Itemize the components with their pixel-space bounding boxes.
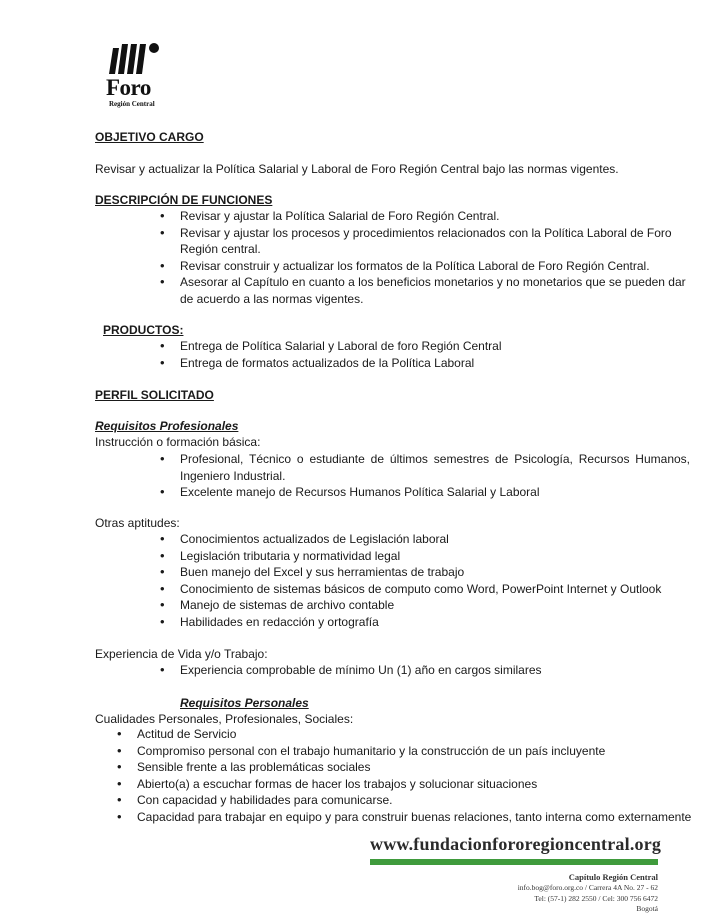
list-item: • Con capacidad y habilidades para comunicarse. bbox=[137, 792, 717, 809]
list-item: • Buen manejo del Excel y sus herramientas de trabajo bbox=[180, 564, 700, 581]
instruccion-list bbox=[180, 451, 690, 501]
productos-list bbox=[180, 338, 700, 371]
objetivo-text: Revisar y actualizar la Política Salarial y Laboral de Foro Región Central bajo las normas vigentes. bbox=[95, 162, 619, 176]
productos-heading: PRODUCTOS: bbox=[103, 323, 184, 337]
cualidades-list bbox=[137, 726, 717, 825]
list-item: • Manejo de sistemas de archivo contable bbox=[180, 597, 700, 614]
list-item: • Conocimientos actualizados de Legislación laboral bbox=[180, 531, 700, 548]
footer-chapter: Capítulo Región Central bbox=[568, 872, 658, 882]
logo-subtitle: Región Central bbox=[109, 100, 155, 108]
footer-website-link[interactable]: www.fundacionfororegioncentral.org bbox=[370, 834, 662, 854]
list-item: • Legislación tributaria y normatividad legal bbox=[180, 548, 700, 565]
footer-phone: Tel: (57-1) 282 2550 / Cel: 300 756 6472 bbox=[534, 893, 658, 903]
list-item: • Revisar construir y actualizar los formatos de la Política Laboral de Foro Región Central. bbox=[180, 258, 700, 275]
otras-aptitudes-list bbox=[180, 531, 700, 630]
req-personales-heading: Requisitos Personales bbox=[180, 696, 309, 710]
list-item: • Asesorar al Capítulo en cuanto a los beneficios monetarios y no monetarios que se pueden dar de acuerdo a las normas vigentes. bbox=[180, 274, 700, 307]
list-item: • Conocimiento de sistemas básicos de computo como Word, PowerPoint Internet y Outlook bbox=[180, 581, 700, 598]
otras-aptitudes-label: Otras aptitudes: bbox=[95, 516, 180, 530]
req-profesionales-heading: Requisitos Profesionales bbox=[95, 419, 239, 433]
footer-city: Bogotá bbox=[636, 904, 658, 913]
list-item: • Revisar y ajustar la Política Salarial de Foro Región Central. bbox=[180, 208, 700, 225]
list-item: • Entrega de Política Salarial y Laboral de foro Región Central bbox=[180, 338, 700, 355]
experiencia-list bbox=[180, 662, 700, 679]
footer-address: info.bog@foro.org.co / Carrera 4A No. 27 - 62 bbox=[517, 883, 658, 892]
list-item: • Entrega de formatos actualizados de la Política Laboral bbox=[180, 355, 700, 372]
footer-contact-block bbox=[518, 872, 658, 915]
list-item: • Profesional, Técnico o estudiante de últimos semestres de Psicología, Recursos Humanos, Ingeniero Industrial. bbox=[180, 451, 690, 484]
experiencia-label: Experiencia de Vida y/o Trabajo: bbox=[95, 647, 268, 661]
logo-name: Foro bbox=[106, 75, 151, 100]
funciones-heading: DESCRIPCIÓN DE FUNCIONES bbox=[95, 193, 273, 207]
list-item: • Actitud de Servicio bbox=[137, 726, 717, 743]
foro-logo bbox=[104, 42, 166, 110]
list-item: • Abierto(a) a escuchar formas de hacer los trabajos y solucionar situaciones bbox=[137, 776, 717, 793]
list-item: • Habilidades en redacción y ortografía bbox=[180, 614, 700, 631]
perfil-heading: PERFIL SOLICITADO bbox=[95, 388, 214, 402]
foro-logo-mark bbox=[107, 42, 161, 76]
list-item: • Excelente manejo de Recursos Humanos Política Salarial y Laboral bbox=[180, 484, 690, 501]
instruccion-label: Instrucción o formación básica: bbox=[95, 435, 261, 449]
cualidades-label: Cualidades Personales, Profesionales, Sociales: bbox=[95, 712, 354, 726]
list-item: • Sensible frente a las problemáticas sociales bbox=[137, 759, 717, 776]
footer-divider bbox=[370, 859, 658, 865]
list-item: • Revisar y ajustar los procesos y procedimientos relacionados con la Política Laboral de Foro Región central. bbox=[180, 225, 700, 258]
objetivo-heading: OBJETIVO CARGO bbox=[95, 130, 204, 144]
list-item: • Experiencia comprobable de mínimo Un (1) año en cargos similares bbox=[180, 662, 700, 679]
list-item: • Capacidad para trabajar en equipo y para construir buenas relaciones, tanto interna como externamente bbox=[137, 809, 717, 826]
funciones-list bbox=[180, 208, 700, 307]
list-item: • Compromiso personal con el trabajo humanitario y la construcción de un país incluyente bbox=[137, 743, 717, 760]
